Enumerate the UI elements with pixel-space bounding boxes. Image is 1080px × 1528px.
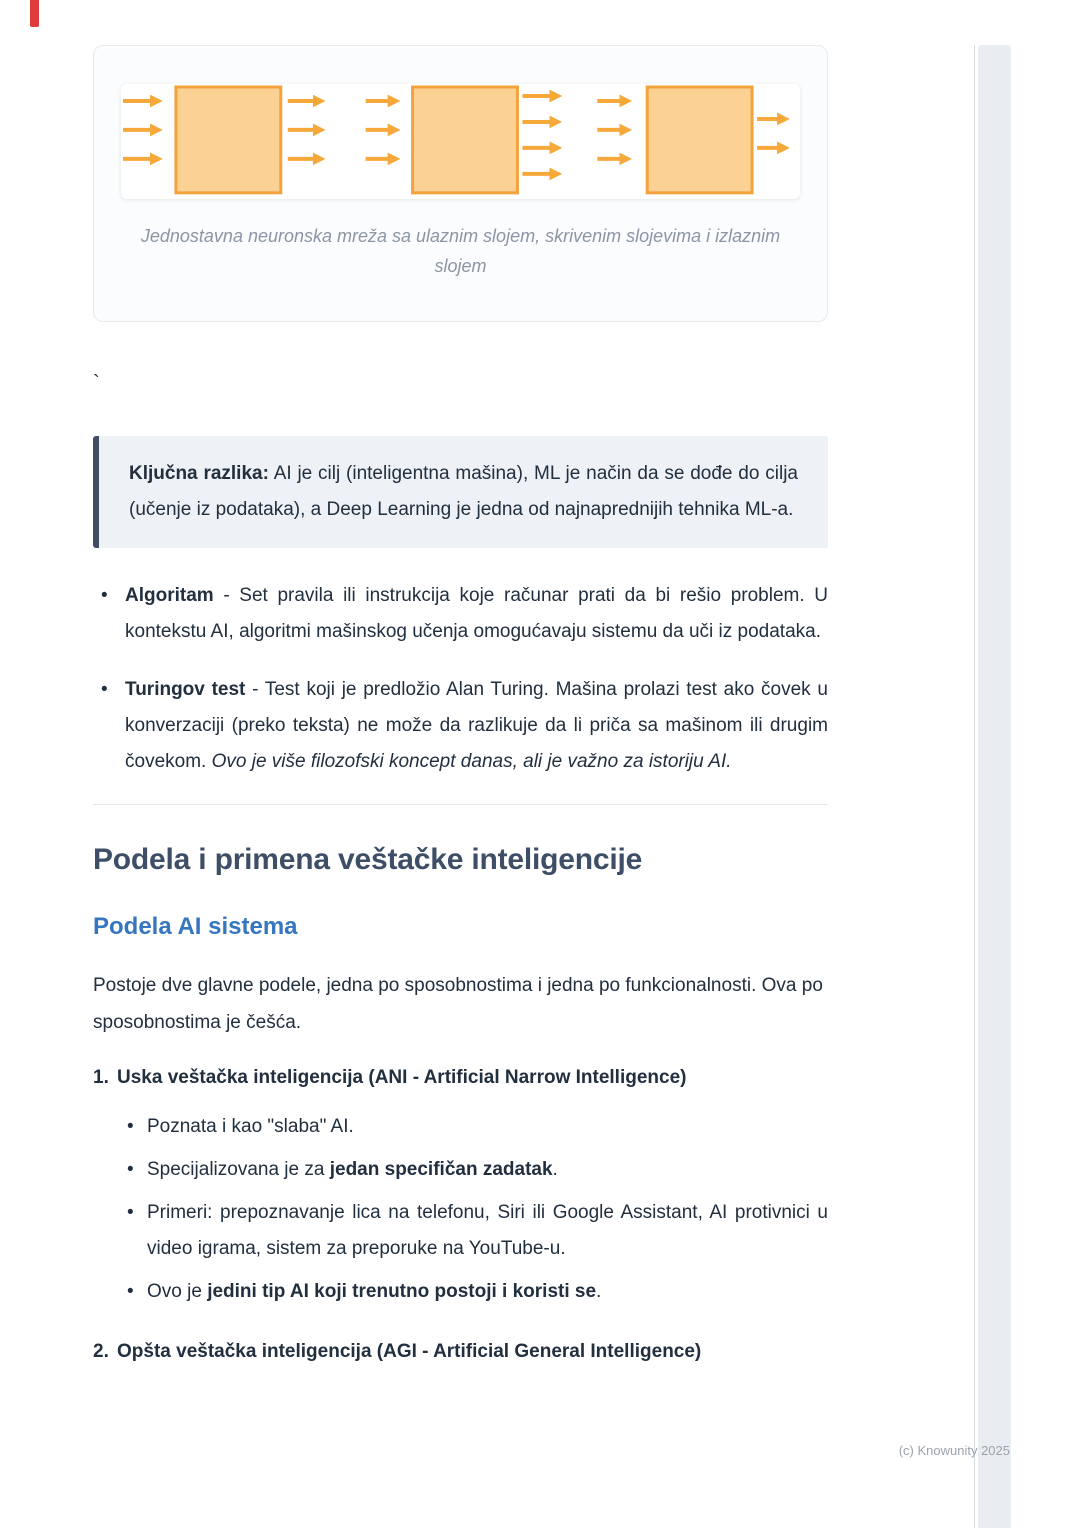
numbered-item-title: Uska veštačka inteligencija (ANI - Artificial Narrow Intelligence) xyxy=(117,1066,687,1088)
sub-item-text-after: . xyxy=(596,1280,602,1302)
output-arrows xyxy=(757,119,786,148)
numbered-list xyxy=(93,1065,828,1365)
sub-bullet-list xyxy=(117,1109,828,1310)
key-difference-callout xyxy=(93,436,828,548)
output-layer-box xyxy=(647,87,752,193)
list-item-algoritam xyxy=(93,578,828,650)
hidden-layer-box xyxy=(413,87,518,193)
red-marker xyxy=(30,0,39,27)
scrollbar[interactable] xyxy=(978,45,1011,1528)
terms-list xyxy=(93,578,828,780)
document-content xyxy=(93,0,828,1365)
sub-list-item xyxy=(117,1274,828,1310)
numbered-item-agi xyxy=(93,1339,828,1365)
term-body: - Set pravila ili instrukcija koje računar prati da bi rešio problem. U kontekstu AI, algoritmi mašinskog učenja omogućavaju sistemu da uči iz podataka. xyxy=(125,584,828,642)
watermark: (c) Knowunity 2025 xyxy=(898,1443,1010,1458)
sub-list-item xyxy=(117,1195,828,1267)
sub-list-item xyxy=(117,1152,828,1188)
callout-lead: Ključna razlika: xyxy=(129,462,269,484)
neural-network-figure-card xyxy=(93,45,828,322)
section-heading: Podela i primena veštačke inteligencije xyxy=(93,842,643,876)
neural-network-diagram xyxy=(121,84,800,199)
numbered-item-ani xyxy=(93,1065,828,1317)
sub-item-bold: jedini tip AI koji trenutno postoji i koristi se xyxy=(207,1280,597,1302)
callout-text xyxy=(129,456,798,528)
sub-list-item xyxy=(117,1109,828,1145)
term-label: Algoritam xyxy=(125,584,214,606)
term-label: Turingov test xyxy=(125,678,246,700)
stray-backtick: ` xyxy=(93,371,100,394)
list-item-turingov-test xyxy=(93,672,828,780)
input-arrows xyxy=(123,101,159,159)
sub-item-text: Specijalizovana je za xyxy=(147,1158,330,1180)
arrows-after-input-layer xyxy=(288,101,322,159)
list-number: 1. xyxy=(93,1066,109,1088)
sub-item-bold: jedan specifičan zadatak xyxy=(329,1158,553,1180)
sub-item-text: Poznata i kao "slaba" AI. xyxy=(147,1115,354,1137)
callout-body: AI je cilj (inteligentna mašina), ML je način da se dođe do cilja (učenje iz podataka), a Deep Learning je jedna od najnaprednijih tehnika ML-a. xyxy=(129,462,798,520)
term-italic: Ovo je više filozofski koncept danas, ali je važno za istoriju AI. xyxy=(211,750,732,772)
numbered-item-body xyxy=(117,1339,828,1365)
neural-network-figure-panel xyxy=(121,84,800,199)
section-divider xyxy=(93,804,828,805)
sub-item-text: Primeri: prepoznavanje lica na telefonu, Siri ili Google Assistant, AI protivnici u video igrama, sistem za preporuke na YouTube-u. xyxy=(147,1201,828,1259)
input-layer-box xyxy=(176,87,281,193)
list-number: 2. xyxy=(93,1340,109,1362)
arrows-after-hidden-layer xyxy=(522,96,558,174)
panel-divider-line xyxy=(974,45,975,1528)
numbered-item-title: Opšta veštačka inteligencija (AGI - Artificial General Intelligence) xyxy=(117,1340,702,1362)
subsection-heading: Podela AI sistema xyxy=(93,912,298,940)
term-body: - Test koji je predložio Alan Turing. Mašina prolazi test ako čovek u konverzaciji (preko teksta) ne može da razlikuje da li priča sa mašinom ili drugim čovekom. xyxy=(125,678,828,772)
intro-paragraph: Postoje dve glavne podele, jedna po sposobnostima i jedna po funkcionalnosti. Ova po sposobnostima je češća. xyxy=(93,974,823,1033)
arrows-before-hidden-layer xyxy=(366,101,397,159)
arrows-before-output-layer xyxy=(597,101,628,159)
numbered-item-body xyxy=(117,1065,828,1317)
figure-caption: Jednostavna neuronska mreža sa ulaznim slojem, skrivenim slojevima i izlaznim slojem xyxy=(140,225,781,276)
sub-item-text: Ovo je xyxy=(147,1280,208,1302)
sub-item-text-after: . xyxy=(552,1158,558,1180)
